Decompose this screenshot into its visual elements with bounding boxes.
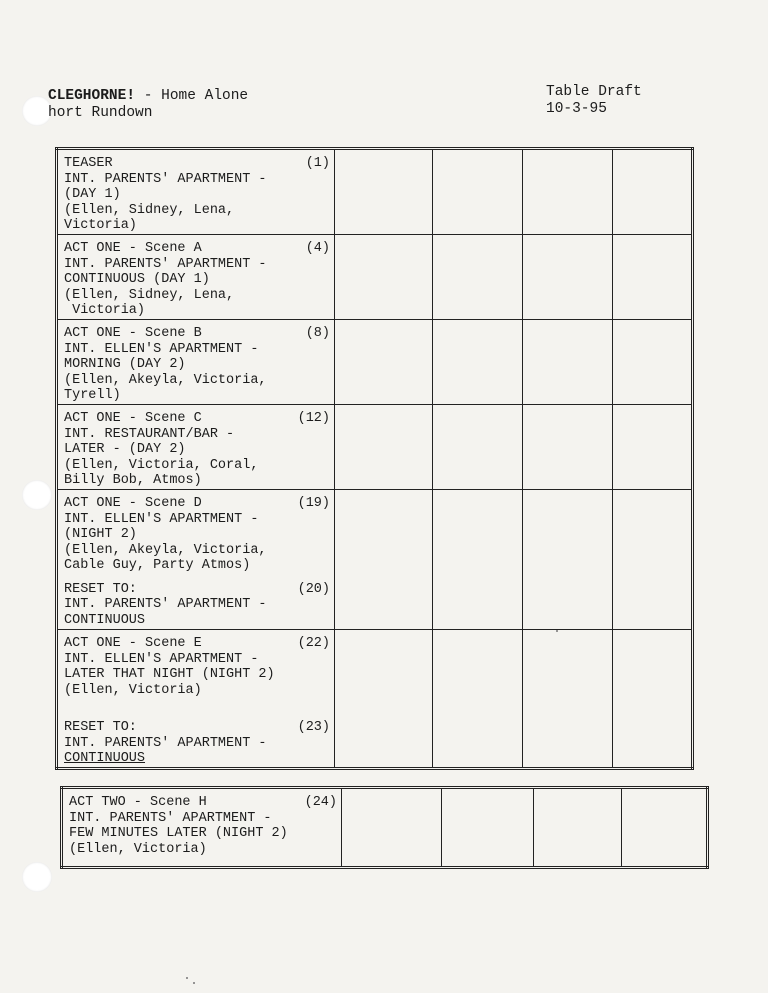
scene-heading: ACT ONE - Scene B <box>64 326 202 341</box>
scene-heading: RESET TO: <box>64 720 137 735</box>
scene-heading: ACT TWO - Scene H <box>69 795 207 810</box>
show-title-line <box>48 88 248 105</box>
scene-line: LATER THAT NIGHT (NIGHT 2) <box>64 667 275 682</box>
scene-line: Victoria) <box>64 303 146 318</box>
scene-line: INT. PARENTS' APARTMENT - <box>64 171 267 187</box>
notes-cell <box>442 788 534 868</box>
page-number: (8) <box>305 326 330 341</box>
scene-line: INT. PARENTS' APARTMENT - <box>64 256 267 272</box>
notes-cell <box>335 320 433 405</box>
page-number: (19) <box>297 496 330 511</box>
notes-cell <box>523 405 613 490</box>
binder-hole-middle <box>22 480 52 510</box>
scene-line: (Ellen, Victoria) <box>64 682 202 698</box>
show-title: CLEGHORNE! <box>48 88 136 104</box>
page-number: (12) <box>297 411 330 426</box>
scene-description <box>58 405 334 489</box>
scan-speck <box>186 977 188 979</box>
scene-line: (Ellen, Victoria, Coral, <box>64 457 259 473</box>
scene-line: Tyrell) <box>64 388 121 403</box>
scene-line: INT. PARENTS' APARTMENT - <box>64 735 267 751</box>
notes-cell <box>534 788 622 868</box>
notes-cell <box>613 320 693 405</box>
notes-cell <box>613 490 693 630</box>
notes-cell <box>433 405 523 490</box>
page-number: (23) <box>297 720 330 735</box>
scene-cell <box>57 235 335 320</box>
notes-cell <box>335 490 433 630</box>
scene-heading-line <box>64 241 330 257</box>
scene-heading-line <box>69 795 337 811</box>
scene-heading-line <box>64 326 330 342</box>
notes-cell <box>433 149 523 235</box>
scene-description <box>58 490 334 628</box>
notes-cell <box>433 320 523 405</box>
scene-line: INT. RESTAURANT/BAR - <box>64 426 235 442</box>
scene-row <box>57 320 693 405</box>
episode-title: - Home Alone <box>135 88 249 104</box>
scene-description <box>58 150 334 234</box>
notes-cell <box>613 149 693 235</box>
spacer <box>64 574 330 582</box>
scene-row <box>62 788 708 868</box>
scene-line: FEW MINUTES LATER (NIGHT 2) <box>69 826 288 841</box>
scene-row <box>57 235 693 320</box>
scan-speck <box>556 630 558 632</box>
scene-line: INT. PARENTS' APARTMENT - <box>64 597 267 612</box>
scene-line: (Ellen, Victoria) <box>69 841 207 857</box>
scene-line: MORNING (DAY 2) <box>64 357 186 372</box>
draft-date: 10-3-95 <box>546 101 607 117</box>
scene-row <box>57 405 693 490</box>
scene-heading: TEASER <box>64 156 113 171</box>
scene-line: INT. ELLEN'S APARTMENT - <box>64 341 259 357</box>
notes-cell <box>523 235 613 320</box>
scene-cell <box>57 405 335 490</box>
notes-cell <box>433 630 523 769</box>
notes-cell <box>335 405 433 490</box>
scene-heading: RESET TO: <box>64 581 137 597</box>
scene-heading-line <box>64 156 330 172</box>
notes-cell <box>523 630 613 769</box>
page-number: (1) <box>305 156 330 171</box>
notes-cell <box>613 405 693 490</box>
scene-line: Cable Guy, Party Atmos) <box>64 558 251 573</box>
scene-line: CONTINUOUS <box>64 751 146 766</box>
scene-heading-line <box>64 636 330 652</box>
scene-line: (NIGHT 2) <box>64 527 137 542</box>
scene-heading-line <box>64 411 330 427</box>
notes-cell <box>433 235 523 320</box>
draft-label: Table Draft <box>546 84 642 100</box>
scene-line: Victoria) <box>64 218 137 233</box>
scene-heading-line <box>64 496 330 512</box>
scene-cell <box>62 788 342 868</box>
scan-speck <box>193 982 195 984</box>
notes-cell <box>342 788 442 868</box>
scene-description <box>58 630 334 767</box>
scene-description <box>58 320 334 404</box>
scene-row <box>57 490 693 630</box>
notes-cell <box>613 630 693 769</box>
scene-heading: ACT ONE - Scene A <box>64 241 202 256</box>
scene-line: CONTINUOUS (DAY 1) <box>64 272 210 287</box>
scene-row <box>57 630 693 769</box>
scene-line: (Ellen, Sidney, Lena, <box>64 287 235 303</box>
document-subtitle: hort Rundown <box>48 105 153 121</box>
scene-row <box>57 149 693 235</box>
scene-heading: ACT ONE - Scene C <box>64 411 202 426</box>
scene-heading: ACT ONE - Scene D <box>64 496 202 511</box>
notes-cell <box>433 490 523 630</box>
scene-line: (Ellen, Akeyla, Victoria, <box>64 372 267 388</box>
scene-heading-line <box>64 582 330 598</box>
scene-cell <box>57 149 335 235</box>
binder-hole-bottom <box>22 862 52 892</box>
notes-cell <box>613 235 693 320</box>
scene-line: Billy Bob, Atmos) <box>64 473 202 488</box>
scene-cell <box>57 630 335 769</box>
page-number: (24) <box>304 795 337 810</box>
scene-description <box>58 235 334 319</box>
scene-line: CONTINUOUS <box>64 612 146 628</box>
notes-cell <box>523 320 613 405</box>
scene-line: LATER - (DAY 2) <box>64 442 186 457</box>
scene-heading-line <box>64 720 330 736</box>
scene-cell <box>57 490 335 630</box>
rundown-table-2 <box>60 786 709 869</box>
scene-line: INT. ELLEN'S APARTMENT - <box>64 511 259 527</box>
scene-line: INT. ELLEN'S APARTMENT - <box>64 651 259 667</box>
scene-cell <box>57 320 335 405</box>
page-number: (4) <box>305 241 330 256</box>
notes-cell <box>335 235 433 320</box>
page-number: (22) <box>297 636 330 651</box>
rundown-table-1 <box>55 147 694 770</box>
scene-heading: ACT ONE - Scene E <box>64 636 202 651</box>
notes-cell <box>335 630 433 769</box>
page-number: (20) <box>297 581 330 597</box>
spacer <box>64 698 330 720</box>
notes-cell <box>622 788 708 868</box>
scene-line: INT. PARENTS' APARTMENT - <box>69 810 272 826</box>
scene-line: (DAY 1) <box>64 187 121 202</box>
notes-cell <box>335 149 433 235</box>
notes-cell <box>523 490 613 630</box>
scene-line: (Ellen, Akeyla, Victoria, <box>64 542 267 558</box>
scene-line: (Ellen, Sidney, Lena, <box>64 202 235 218</box>
notes-cell <box>523 149 613 235</box>
scene-description <box>63 789 341 857</box>
